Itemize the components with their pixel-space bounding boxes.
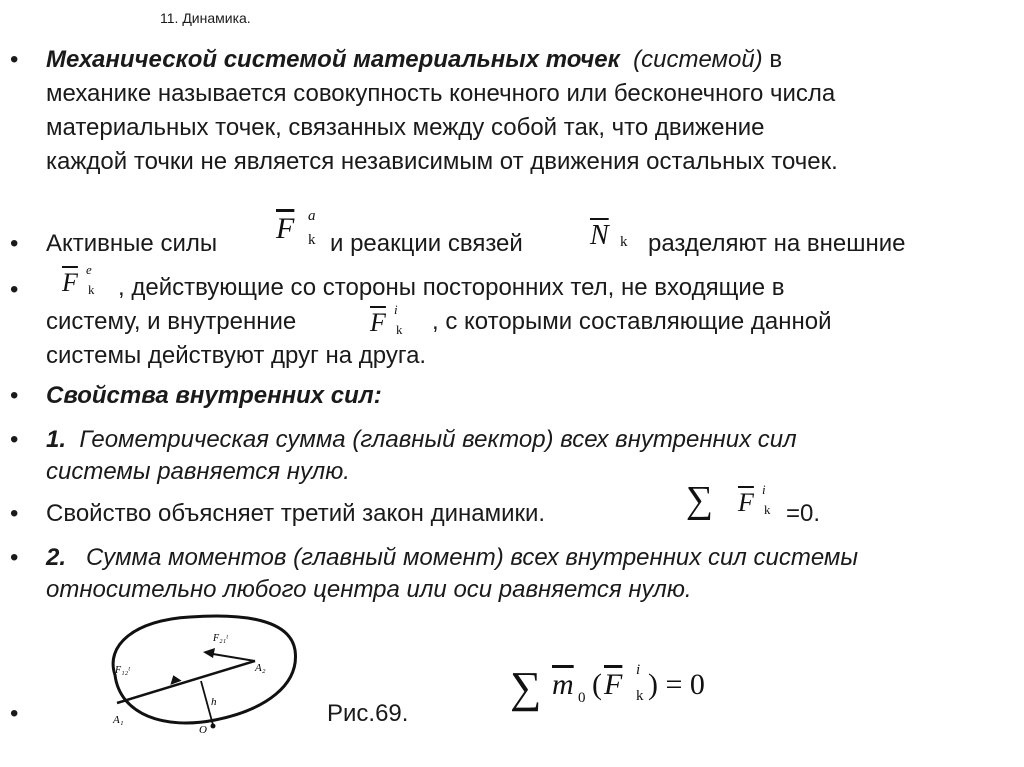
formula-sub-k: k [636, 688, 644, 704]
definition-l1-end: в [762, 46, 783, 73]
definition-line-3: материальных точек, связанных между собой так, что движение [46, 114, 765, 141]
property-1-num: 1. [46, 426, 67, 453]
property-1-line-2: системы равняется нулю. [46, 458, 350, 485]
label-a1: A₁ [113, 714, 124, 726]
label-h: h [211, 696, 217, 708]
bullet: • [10, 544, 19, 571]
forces-line-4: системы действуют друг на друга. [46, 342, 427, 369]
formula-n-reaction [590, 220, 628, 252]
third-law-eq: =0. [786, 500, 821, 527]
forces-line-2: , действующие со стороны посторонних тел, не входящие в [118, 274, 785, 301]
bullet: • [10, 382, 19, 409]
formula-symbol-m: $\overline{m}$ [552, 668, 574, 701]
page-header: 11. Динамика. [160, 10, 251, 26]
definition-line-2: механике называется совокупность конечного или бесконечного числа [46, 80, 836, 107]
line-a1-a2 [117, 661, 255, 703]
definition-term-paren: (системой) [633, 46, 763, 73]
property-1-text: Геометрическая сумма (главный вектор) всех внутренних сил [79, 426, 797, 453]
formula-moment-f [604, 662, 644, 704]
formula-f-internal-sum [738, 482, 771, 518]
bullet: • [10, 230, 19, 257]
formula-sup-a: a [308, 208, 316, 224]
label-o: O [199, 724, 207, 735]
formula-symbol-f: $\overline{F}$ [738, 488, 754, 517]
formula-paren-open: ( [592, 668, 602, 701]
bullet: • [10, 426, 19, 453]
definition-line-4: каждой точки не является независимым от движения остальных точек. [46, 148, 838, 175]
formula-sub-k: k [88, 282, 95, 297]
arrowhead-f21 [203, 648, 215, 658]
property-2-line-2: относительно любого центра или оси равняется нулю. [46, 576, 692, 603]
formula-symbol-n: $\overline{N}$ [590, 220, 609, 251]
point-o [211, 724, 216, 729]
forces-line-3-a: систему, и внутренние [46, 308, 297, 335]
formula-sum-sigma: ∑ [686, 479, 714, 521]
property-2-num: 2. [46, 544, 67, 571]
formula-sup-e: e [86, 262, 92, 277]
forces-line-1-a: Активные силы [46, 230, 218, 257]
definition-line-1 [46, 48, 782, 72]
bullet: • [10, 276, 19, 303]
figure-69-diagram [95, 605, 305, 735]
system-boundary [113, 616, 295, 723]
forces-line-3-b: , с которыми составляющие данной [432, 308, 832, 335]
figure-caption: Рис.69. [327, 700, 409, 727]
third-law-text: Свойство объясняет третий закон динамики. [46, 500, 546, 527]
bullet: • [10, 46, 19, 73]
formula-sup-i: i [762, 482, 766, 497]
formula-sub-k: k [308, 232, 316, 248]
formula-symbol-f: $\overline{F}$ [604, 668, 623, 701]
formula-sub-k: k [396, 322, 403, 337]
property-2-line-1 [46, 546, 858, 570]
formula-f-external [62, 262, 95, 298]
property-1-line-1 [46, 428, 797, 452]
formula-sup-i: i [394, 302, 398, 317]
formula-sub-k: k [764, 502, 771, 517]
formula-f-active [276, 208, 316, 248]
label-f12: F₁₂ᵗ [115, 665, 130, 676]
label-a2: A₂ [255, 662, 266, 674]
formula-symbol-f: $\overline{F}$ [62, 268, 78, 297]
forces-line-1-c: разделяют на внешние [648, 230, 906, 257]
formula-paren-close-eq: ) = 0 [648, 668, 705, 701]
formula-f-internal [370, 302, 403, 338]
formula-sub-k: k [620, 234, 628, 250]
properties-heading: Свойства внутренних сил: [46, 382, 382, 409]
formula-moment-sigma: ∑ [510, 663, 542, 712]
definition-term: Механической системой материальных точек [46, 46, 620, 73]
bullet: • [10, 500, 19, 527]
formula-sup-i: i [636, 662, 641, 678]
formula-symbol-f: $\overline{F}$ [276, 212, 295, 245]
bullet: • [10, 700, 19, 727]
formula-sub-0: 0 [578, 690, 586, 706]
formula-moment-m [552, 668, 586, 706]
force-f21-arrow [207, 653, 255, 661]
label-f21: F₂₁ᵗ [213, 633, 228, 644]
property-2-text: Сумма моментов (главный момент) всех внутренних сил системы [86, 544, 859, 571]
forces-line-1-b: и реакции связей [330, 230, 523, 257]
formula-symbol-f: $\overline{F}$ [370, 308, 386, 337]
